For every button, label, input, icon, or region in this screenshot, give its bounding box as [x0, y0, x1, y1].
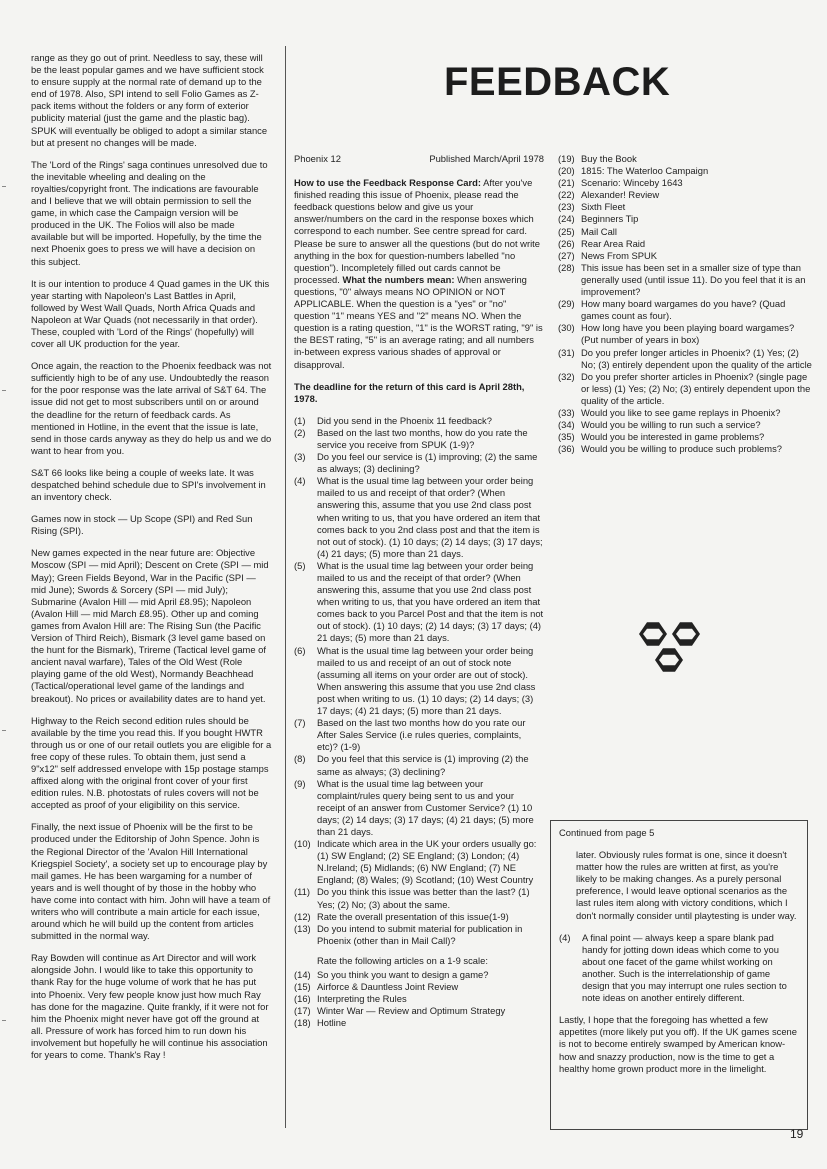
question-text: Would you be willing to produce such problems? — [581, 443, 782, 455]
question-item — [558, 443, 812, 455]
how-to-heading: How to use the Feedback Response Card: — [294, 177, 482, 189]
article-paragraph: S&T 66 looks like being a couple of weeks late. It was despatched behind schedule due to SPI's involvement in an inventory check. — [31, 466, 266, 503]
question-text: What is the usual time lag between your complaint/rules query being sent to us and your receipt of an answer from Customer Service? (1) 10 days; (2) 14 days; (3) 17 days; (4) 21 days; (5) more than 21 days. — [317, 777, 534, 837]
question-number: (1) — [294, 414, 306, 426]
question-item — [558, 431, 812, 443]
article-paragraph: range as they go out of print. Needless to say, these will be the least popular games and we have sufficient stock to ensure supply at the normal rate of demand up to the end of 1978. Also, SPI intend to sell Folio Games as Z-pack items without the folders or any form of exterior publicity material (just the game and the plastic bag). SPUK will eventually be obliged to adopt a similar stance but at present no changes will be made. — [31, 52, 268, 148]
question-item — [294, 427, 544, 451]
question-number: (23) — [558, 201, 575, 213]
question-number: (7) — [294, 717, 306, 729]
question-number: (18) — [294, 1017, 311, 1029]
question-item — [294, 645, 544, 718]
article-list — [294, 969, 544, 1029]
item-number: (4) — [559, 931, 571, 943]
question-text: Rate the overall presentation of this issue(1-9) — [317, 910, 509, 922]
question-item — [294, 981, 544, 993]
article-paragraph: Highway to the Reich second edition rules should be available by the time you read this. If you bought HWTR through us or one of our retail outlets you are eligible for a free copy of these rules. To obtain them, just send a 9"x12" self addressed envelope with 15p postage stamps affixed along with the original front cover of your first edition rules. N.B. photostats of rules covers will not be accepted as proof of your eligibility on this service. — [31, 714, 272, 811]
question-item — [558, 322, 812, 346]
question-number: (12) — [294, 910, 311, 922]
question-text: Alexander! Review — [581, 189, 660, 201]
question-text: Scenario: Winceby 1643 — [581, 177, 683, 189]
article-paragraph: New games expected in the near future are: Objective Moscow (SPI — mid April); Descent on Crete (SPI — mid May); Green Fields Beyond, War in the Pacific (SPI — mid June); Swords & Sorcery (SPI — mid July); Submarine (Avalon Hill — mid April £8.95); Napoleon (Avalon Hill — mid March £8.95). Other up and coming games from Avalon Hill are: The Rising Sun (the Pacific Version of Third Reich), Bismark (3 level game based on the hunt for the Bismark), Trireme (Tactical level game of ancient naval warfare), Tales of the Old West (Role playing game of the old West), Normandy Beachhead (Tactical/operational level game of the landings and breakout). No prices or availability dates are to hand yet. — [31, 547, 269, 704]
question-text: Rear Area Raid — [581, 237, 646, 249]
question-item — [294, 475, 544, 560]
question-text: Beginners Tip — [581, 213, 639, 225]
article-paragraph: Games now in stock — Up Scope (SPI) and Red Sun Rising (SPI). — [31, 513, 253, 537]
question-text: Based on the last two months how do you rate our After Sales Service (i.e rules queries, complaints, etc)? (1-9) — [317, 717, 526, 753]
instructions-text — [294, 177, 544, 371]
question-number: (35) — [558, 431, 575, 443]
question-text: Would you like to see game replays in Phoenix? — [581, 406, 781, 418]
question-text: What is the usual time lag between your order being mailed to us and receipt of that order? (When answering this, assume that you use 2nd class post when writing to us, that you have ordered an item that comes back to you 2nd class post and that the item is not out of stock). (1) 10 days; (2) 14 days; (3) 17 days; (4) 21 days; (5) more than 21 days. — [317, 475, 543, 559]
question-text: 1815: The Waterloo Campaign — [581, 165, 709, 177]
question-item — [558, 407, 812, 419]
question-text: Do you intend to submit material for publication in Phoenix (other than in Mail Call)? — [317, 922, 523, 946]
question-number: (24) — [558, 213, 575, 225]
question-text: Would you be interested in game problems? — [581, 431, 765, 443]
numbers-heading: What the numbers mean: — [342, 273, 455, 285]
question-text: Sixth Fleet — [581, 201, 626, 213]
question-number: (31) — [558, 346, 575, 358]
question-number: (13) — [294, 922, 311, 934]
feedback-instructions-column — [294, 153, 544, 1029]
question-item — [558, 189, 812, 201]
question-number: (21) — [558, 177, 575, 189]
question-item — [558, 165, 812, 177]
continued-heading: Continued from page 5 — [559, 827, 655, 838]
question-number: (8) — [294, 753, 306, 765]
column-divider — [285, 46, 286, 1128]
question-number: (5) — [294, 559, 306, 571]
question-text: Interpreting the Rules — [317, 993, 407, 1005]
continued-paragraph: later. Obviously rules format is one, since it doesn't matter how the rules are written at first, as you're likely to be making changes. As a purely personal preference, I would leave optional scenarios as the last rules item along with victory conditions, which I don't normally consider until playtesting is under way. — [576, 849, 797, 921]
question-text: Winter War — Review and Optimum Strategy — [317, 1005, 506, 1017]
continued-from-page-box — [550, 820, 808, 1130]
question-text: News From SPUK — [581, 249, 658, 261]
question-item — [558, 153, 812, 165]
question-item — [294, 451, 544, 475]
numbers-text: When answering questions, "0" always means NO OPINION or NOT APPLICABLE. When the question is a "yes" or "no" question "1" means YES and "2" means NO. When the question is a rating question, "1" is the WORST rating, "9" is the BEST rating, "5" is an average rating; and all numbers in-between express various shades of approval or disapproval. — [294, 273, 543, 370]
question-number: (19) — [558, 153, 575, 164]
question-number: (36) — [558, 443, 575, 455]
question-item — [294, 923, 544, 947]
question-number: (3) — [294, 451, 306, 463]
question-list-continued — [558, 153, 812, 455]
question-item — [294, 753, 544, 777]
question-number: (17) — [294, 1005, 311, 1017]
page-number: 19 — [790, 1127, 804, 1141]
question-text: Hotline — [317, 1017, 347, 1029]
question-number: (6) — [294, 644, 306, 656]
question-item — [294, 993, 544, 1005]
feedback-questions-column — [558, 153, 812, 455]
question-text: Would you be willing to run such a service? — [581, 419, 761, 431]
question-number: (30) — [558, 322, 575, 334]
question-item — [558, 250, 812, 262]
publish-date: Published March/April 1978 — [429, 153, 544, 164]
article-paragraph: Finally, the next issue of Phoenix will be the first to be produced under the Editorship of John Spence. John is the Regional Director of the 'Avalon Hill International Kriegspiel Society', a society set up to encourage play by mail games. He has been wargaming for a number of years and is well thought of by those in the hobby who have come into contact with him. John will have a team of writers who will contribute a main article for each issue, around which he will build up the content from articles submitted in the normal way. — [31, 821, 271, 942]
question-list — [294, 415, 544, 947]
question-text: Do you feel our service is (1) improving; (2) the same as always; (3) declining? — [317, 451, 538, 475]
question-item — [294, 969, 544, 981]
question-number: (10) — [294, 838, 311, 850]
question-item — [558, 238, 812, 250]
question-item — [294, 911, 544, 923]
question-item — [294, 838, 544, 886]
question-number: (20) — [558, 165, 575, 177]
article-paragraph: Once again, the reaction to the Phoenix feedback was not sufficiently high to be of any use. Undoubtedly the reason for the poor response was the late arrival of S&T 64. The issue did not get to most subscribers until on or around the deadline for the return of feedback cards. As mentioned in Hotline, in the event that the issue is late, send in those cards anyway as they do help us and we do want to hear from you. — [31, 360, 272, 456]
question-text: Do you think this issue was better than the last? (1) Yes; (2) No; (3) about the same. — [317, 886, 530, 910]
question-text: Do you prefer shorter articles in Phoenix? (single page or less) (1) Yes; (2) No; (3) entirely dependent upon the quality of the article. — [581, 370, 811, 406]
question-number: (4) — [294, 475, 306, 487]
question-number: (22) — [558, 189, 575, 201]
question-text: Did you send in the Phoenix 11 feedback? — [317, 414, 492, 426]
question-item — [558, 213, 812, 225]
question-item — [294, 778, 544, 838]
question-text: Based on the last two months, how do you rate the service you receive from SPUK (1-9)? — [317, 426, 528, 450]
issue-name: Phoenix 12 — [294, 153, 341, 164]
question-item — [294, 560, 544, 645]
question-item — [558, 298, 812, 322]
left-column — [31, 52, 272, 1071]
question-text: Mail Call — [581, 225, 617, 237]
item-text: A final point — always keep a spare blank pad handy for jotting down ideas which come to you about one facet of the game whilst working on another. Such is the interrelationship of game design that you may interrupt one rules section to note ideas on another entirely different. — [582, 931, 787, 1004]
question-number: (2) — [294, 426, 306, 438]
question-item — [294, 1005, 544, 1017]
question-item — [558, 419, 812, 431]
question-item — [558, 347, 812, 371]
question-number: (33) — [558, 406, 575, 418]
question-number: (15) — [294, 981, 311, 993]
question-item — [558, 201, 812, 213]
closing-paragraph: Lastly, I hope that the foregoing has whetted a few appetites (more likely put you off). If the UK games scene is not to become entirely swamped by American know-how and snazzy production, now is the time to get a healthy home grown product more in the limelight. — [559, 1014, 797, 1074]
question-item — [294, 415, 544, 427]
deadline-notice: The deadline for the return of this card is April 28th, 1978. — [294, 380, 525, 404]
question-text: Do you feel that this service is (1) improving (2) the same as always; (3) declining? — [317, 753, 529, 777]
question-number: (29) — [558, 298, 575, 310]
hexagon-logo-icon — [635, 619, 701, 683]
how-to-text: After you've finished reading this issue of Phoenix, please read the feedback questions below and give us your answer/numbers on the card in the response boxes which correspond to each number. See centre spread for card. Please be sure to answer all the questions (but do not write anything in the box for question-numbers labelled "no question"). Incompletely filled out cards cannot be processed. — [294, 177, 540, 285]
question-number: (26) — [558, 237, 575, 249]
question-number: (11) — [294, 886, 310, 898]
question-text: Airforce & Dauntless Joint Review — [317, 981, 459, 993]
continued-item — [559, 932, 799, 1005]
question-item — [558, 226, 812, 238]
question-text: What is the usual time lag between your order being mailed to us and the receipt of that order? (When answering this, assume that you use 2nd class post when writing to us, that you have ordered an item that comes back to you Parcel Post and that the item is not out of stock). (1) 10 days; (2) 14 days; (3) 17 days; (4) 21 days; (5) more than 21 days. — [317, 559, 544, 644]
question-text: What is the usual time lag between your order being mailed to us and receipt of an out of stock note (assuming all items on your order are out of stock). When answering this assume that you use 2nd class post when writing to us. (1) 10 days; (2) 14 days; (3) 17 days; (4) 21 days; (5) more than 21 days. — [317, 644, 536, 717]
issue-header — [294, 153, 544, 165]
article-paragraph: It is our intention to produce 4 Quad games in the UK this year starting with Napoleon's Last Battles in April, followed by West Wall Quads, North Africa Quads and Napoleon at War Quads (not necessarily in that order). These, coupled with 'Lord of the Rings' (hopefully) will cover all UK production for the year. — [31, 277, 270, 350]
question-number: (27) — [558, 249, 575, 261]
question-text: Indicate which area in the UK your orders usually go: (1) SW England; (2) SE England; (3) London; (4) N.Ireland; (5) Midlands; (6) NW England; (7) NE England; (8) Wales; (9) Scotland; (10) West Country — [317, 838, 537, 886]
question-text: So you think you want to design a game? — [317, 969, 489, 980]
rate-intro: Rate the following articles on a 1-9 scale: — [317, 954, 488, 966]
question-number: (34) — [558, 419, 575, 431]
question-text: This issue has been set in a smaller size of type than generally used (until issue 11). Do you feel that it is an improvement? — [581, 261, 806, 298]
page-title: FEEDBACK — [444, 60, 671, 104]
question-number: (16) — [294, 993, 311, 1005]
article-paragraph: The 'Lord of the Rings' saga continues unresolved due to the inevitable wheeling and dealing on the royalties/copyright front. The indications are favourable and I believe that we will obtain permission to sell the game, in which case the Campaign version will be produced in the UK. The Folios will also be made available but will be imported. Hopefully, by the time the next Phoenix goes to press we will have a decision on this subject. — [31, 158, 268, 267]
question-item — [558, 371, 812, 407]
question-number: (32) — [558, 370, 575, 382]
question-item — [294, 886, 544, 910]
question-text: Do you prefer longer articles in Phoenix? (1) Yes; (2) No; (3) entirely dependent upon the quality of the article — [581, 346, 812, 370]
question-item — [294, 1017, 544, 1029]
question-item — [294, 717, 544, 753]
question-number: (28) — [558, 261, 575, 273]
question-number: (9) — [294, 777, 306, 789]
question-text: Buy the Book — [581, 153, 637, 164]
article-paragraph: Ray Bowden will continue as Art Director and will work alongside John. I would like to take this opportunity to thank Ray for the huge volume of work that he has put into Phoenix. Very few people know just how much Ray has done for the magazine. Quite frankly, if it were not for him the Phoenix might never have got off the ground at all. Pressure of work has forced him to run down his involvement but hopefully he will continue his association for years to come. Thank's Ray ! — [31, 952, 269, 1061]
question-number: (25) — [558, 225, 575, 237]
question-text: How many board wargames do you have? (Quad games count as four). — [581, 298, 786, 322]
question-number: (14) — [294, 969, 311, 980]
question-item — [558, 262, 812, 298]
question-item — [558, 177, 812, 189]
question-text: How long have you been playing board wargames? (Put number of years in box) — [581, 322, 795, 346]
